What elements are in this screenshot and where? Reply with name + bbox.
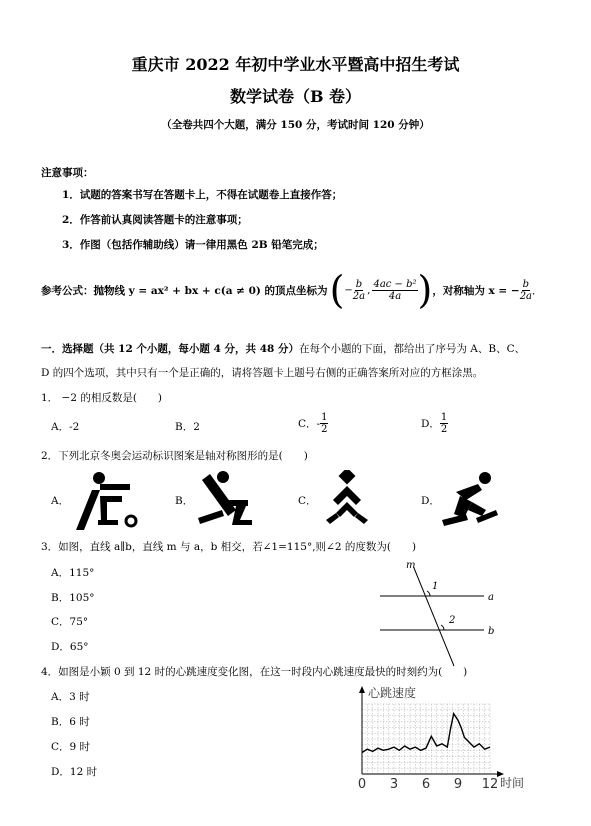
notice-item-3: 3．作图（包括作辅助线）请一律用黑色 2B 铅笔完成；	[62, 239, 324, 251]
q1-option-d: D． $\frac{1}{2}$	[421, 412, 448, 435]
ski-jump-icon	[196, 470, 260, 530]
section1-heading: 一．选择题（共 12 个小题，每小题 4 分，共 48 分）	[41, 343, 299, 355]
q2-option-d: D．	[421, 495, 440, 507]
q4-option-a: A．3 时	[51, 691, 90, 703]
section1-intro-line2: D 的四个选项，其中只有一个是正确的，请将答题卡上题号右侧的正确答案所对应的方框涂黑。	[41, 367, 484, 379]
line-m-label: m	[406, 560, 416, 571]
section1-intro-line1: 一．选择题（共 12 个小题，每小题 4 分，共 48 分）在每个小题的下面，都给出了序号为 A、B、C、	[41, 343, 526, 355]
q1-option-c: C．- $\frac{1}{2}$	[298, 412, 328, 435]
q3-option-d: D．65°	[51, 641, 89, 653]
q3-option-b: B．105°	[51, 592, 95, 604]
angle-2-label: 2	[449, 615, 456, 626]
q2-option-b: B．	[175, 495, 194, 507]
q4-option-c: C．9 时	[51, 741, 91, 753]
q1-stem: 1． −2 的相反数是( )	[41, 392, 163, 404]
x-tick-label: 12	[481, 777, 499, 792]
q1-option-b: B．2	[175, 421, 200, 433]
exam-note: （全卷共四个大题，满分 150 分，考试时间 120 分钟）	[161, 119, 430, 131]
x-tick-label: 3	[389, 777, 399, 792]
chart-ylabel: 心跳速度	[368, 686, 417, 700]
q1-option-a: A．-2	[51, 421, 80, 433]
vertex-y-fraction: $\frac{\text{4ac − b²}}{4a}$	[373, 278, 417, 302]
q4-stem: 4．如图是小颖 0 到 12 时的心跳速度变化图，在这一时段内心跳速度最快的时刻约为( )	[41, 666, 468, 678]
formula-label: 参考公式：	[41, 284, 94, 297]
heart-rate-chart	[348, 684, 538, 814]
y-axis-arrow-icon	[359, 686, 365, 693]
notice-item-1: 1．试题的答案书写在答题卡上，不得在试题卷上直接作答；	[62, 189, 343, 201]
q3-stem: 3．如图，直线 a∥b，直线 m 与 a，b 相交，若∠1=115°,则∠2 的度数为( )	[41, 541, 417, 553]
q2-stem: 2．下列北京冬奥会运动标识图案是轴对称图形的是( )	[41, 450, 308, 462]
q3-option-c: C．75°	[51, 616, 89, 628]
q2-option-c: C．	[298, 495, 317, 507]
q2-option-a: A．	[51, 495, 70, 507]
exam-title: 重庆市 2022 年初中学业水平暨高中招生考试	[131, 55, 460, 74]
q4-option-b: B．6 时	[51, 716, 90, 728]
formula-text-2: ，对称轴为 x = −	[432, 284, 520, 297]
chart-xlabel: 时间	[500, 776, 525, 790]
q3-option-a: A．115°	[51, 567, 95, 579]
freestyle-skiing-icon	[436, 470, 498, 530]
formula-text-1: 抛物线 y = ax² + bx + c(a ≠ 0) 的顶点坐标为	[93, 284, 328, 297]
exam-subtitle: 数学试卷（B 卷）	[229, 87, 362, 106]
x-tick-label: 0	[357, 777, 367, 792]
angle-1-label: 1	[432, 581, 439, 592]
speed-skating-icon	[74, 470, 140, 530]
vertex-x-fraction: $\frac{b}{2a}$	[352, 278, 366, 302]
chart-grid	[362, 704, 490, 774]
line-a-label: a	[488, 592, 494, 603]
line-b-label: b	[488, 626, 495, 637]
x-tick-label: 9	[453, 777, 463, 792]
reference-formula: 参考公式： 抛物线 y = ax² + bx + c(a ≠ 0) 的顶点坐标为 ( − $\frac{b}{2a}$ , $\frac{\text{4ac − b²}}{4a}$ ) ，对称轴为 x = − $\frac{b}{2a}$ ．	[41, 268, 543, 312]
q4-option-d: D．12 时	[51, 766, 98, 778]
q3-parallel-lines-figure	[380, 558, 510, 668]
notices-heading: 注意事项：	[41, 167, 94, 179]
snowboard-icon	[320, 470, 374, 530]
axis-fraction: $\frac{b}{2a}$	[519, 278, 533, 302]
notice-item-2: 2．作答前认真阅读答题卡的注意事项；	[62, 214, 248, 226]
x-tick-label: 6	[421, 777, 431, 792]
